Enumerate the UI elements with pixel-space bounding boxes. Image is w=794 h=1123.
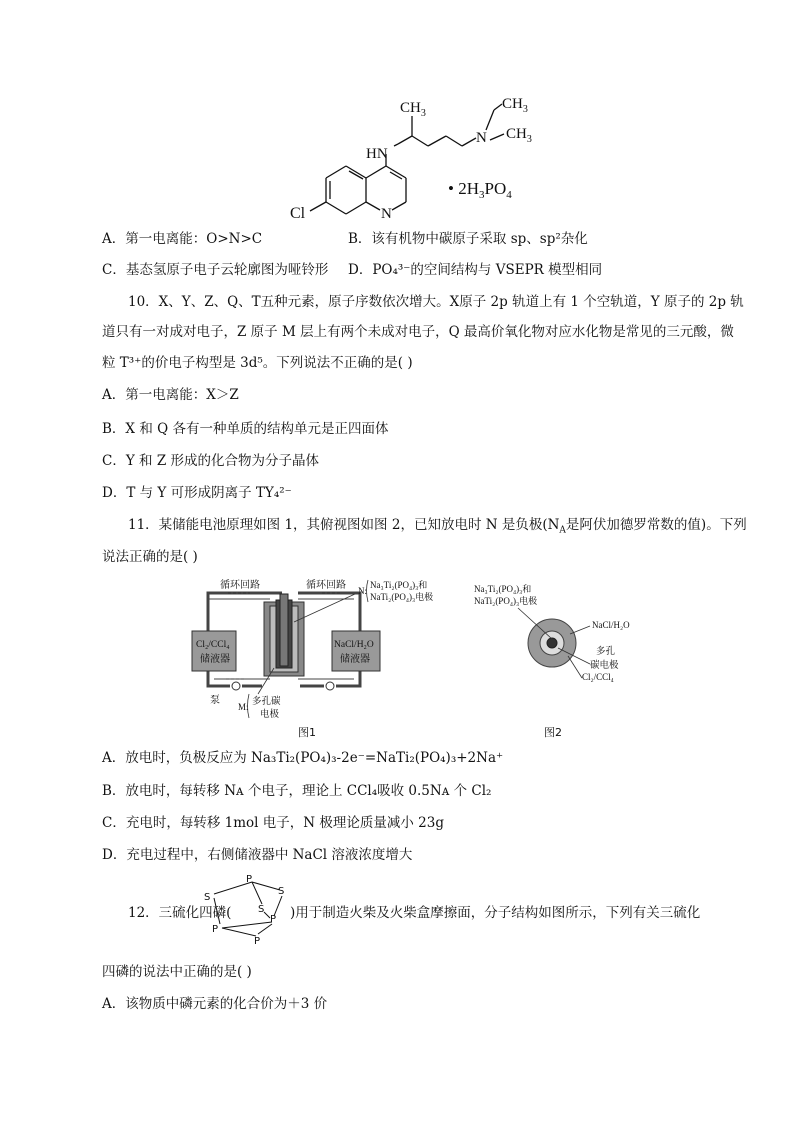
pump-label: 泵 bbox=[210, 695, 220, 706]
p4s3-s2: S bbox=[278, 886, 285, 897]
q11-option-c: C．充电时，每转移 1mol 电子，N 极理论质量减小 23g bbox=[102, 815, 444, 831]
right-tank-label-2: 储液器 bbox=[340, 654, 370, 665]
n-prefix-label: N: bbox=[358, 586, 367, 596]
ethyl-2-label: $CH_3$ bbox=[506, 126, 532, 145]
pump-right-icon bbox=[326, 682, 334, 690]
q10-option-a: A．第一电离能：X＞Z bbox=[102, 387, 239, 403]
fig2-porous-label-2: 碳电极 bbox=[590, 660, 619, 671]
fig2-top-label-2: NaTi₂(PO₄)₃电极 bbox=[474, 596, 538, 606]
figure-2-top-view-diagram bbox=[472, 580, 652, 740]
p4s3-s3: S bbox=[258, 904, 265, 915]
q9-option-d: D．PO₄³⁻的空间结构与 VSEPR 模型相同 bbox=[348, 262, 603, 278]
q10-option-d: D．T 与 Y 可形成阴离子 TY₄²⁻ bbox=[102, 485, 292, 501]
n-electrode-label-2: NaTi₂(PO₄)₃电极 bbox=[370, 592, 434, 602]
ch3-top-label: $CH_3$ bbox=[400, 100, 426, 119]
q10-stem-line-2: 道只有一对成对电子，Z 原子 M 层上有两个未成对电子，Q 最高价氧化物对应水化物是常见的三元酸，微 bbox=[102, 324, 734, 340]
q11-stem-line-1: 11．某储能电池原理如图 1，其俯视图如图 2，已知放电时 N 是负极($N_A$是阿伏加德罗常数的值)。下列 bbox=[128, 517, 747, 536]
fig2-cl2-label: Cl₂/CCl₄ bbox=[582, 672, 614, 682]
p4s3-p4: P bbox=[254, 936, 261, 947]
n-electrode-label-1: Na₃Ti₂(PO₄)₃和 bbox=[370, 580, 428, 590]
q11-option-b: B．放电时，每转移 Nᴀ 个电子，理论上 CCl₄吸收 0.5Nᴀ 个 Cl₂ bbox=[102, 783, 492, 799]
left-tank-label-1: Cl₂/CCl₄ bbox=[196, 640, 230, 650]
p4s3-p2: P bbox=[270, 914, 277, 925]
q9-option-b: B．该有机物中碳原子采取 sp、sp²杂化 bbox=[348, 231, 588, 247]
q12-stem-line-1b: )用于制造火柴及火柴盒摩擦面，分子结构如图所示，下列有关三硫化 bbox=[290, 905, 701, 921]
q10-stem-line-1: 10．X、Y、Z、Q、T五种元素，原子序数依次增大。X原子 2p 轨道上有 1 个空轨道，Y 原子的 2p 轨 bbox=[128, 294, 744, 310]
nh-label: HN bbox=[366, 146, 388, 162]
q11-stem-line-2: 说法正确的是( ) bbox=[102, 549, 198, 565]
p4s3-p1: P bbox=[246, 874, 253, 885]
m-electrode-label-2: 电极 bbox=[260, 709, 280, 720]
pump-left-icon bbox=[232, 682, 240, 690]
phosphate-salt-label: • $2H_3PO_4$ bbox=[448, 179, 512, 201]
chloroquine-phosphate-structure bbox=[280, 90, 560, 230]
fig2-core bbox=[547, 638, 557, 648]
left-tank-label-2: 储液器 bbox=[200, 654, 230, 665]
cl-label: Cl bbox=[290, 205, 306, 222]
q11-option-a: A．放电时，负极反应为 Na₃Ti₂(PO₄)₃-2e⁻=NaTi₂(PO₄)₃+2Na⁺ bbox=[102, 750, 504, 766]
q10-stem-line-3: 粒 T³⁺的价电子构型是 3d⁵。下列说法不正确的是( ) bbox=[102, 355, 413, 371]
amine-n-label: N bbox=[476, 130, 487, 146]
q11-option-d: D．充电过程中，右侧储液器中 NaCl 溶液浓度增大 bbox=[102, 847, 413, 863]
p4s3-s1: S bbox=[204, 892, 211, 903]
fig2-porous-label-1: 多孔 bbox=[596, 646, 616, 657]
q12-stem-line-1a: 12．三硫化四磷( bbox=[128, 905, 232, 921]
figure-2-caption: 图2 bbox=[544, 726, 562, 739]
right-tank-label-1: NaCl/H₂O bbox=[334, 640, 374, 650]
q12-stem-line-2: 四磷的说法中正确的是( ) bbox=[102, 964, 252, 980]
m-prefix-label: M: bbox=[238, 702, 249, 712]
figure-1-caption: 图1 bbox=[298, 726, 316, 738]
p4s3-p3: P bbox=[212, 924, 219, 935]
q10-option-c: C．Y 和 Z 形成的化合物为分子晶体 bbox=[102, 453, 319, 469]
q10-option-b: B．X 和 Q 各有一种单质的结构单元是正四面体 bbox=[102, 421, 389, 437]
q12-option-a: A．该物质中磷元素的化合价为＋3 价 bbox=[102, 996, 328, 1012]
p4s3-molecule-structure bbox=[200, 870, 300, 950]
ethyl-1-label: $CH_3$ bbox=[502, 96, 528, 115]
figure-1-battery-diagram bbox=[190, 576, 490, 738]
loop-left-label: 循环回路 bbox=[220, 580, 260, 591]
fig2-top-label-1: Na₃Ti₂(PO₄)₃和 bbox=[474, 584, 532, 594]
q9-option-c: C．基态氢原子电子云轮廓图为哑铃形 bbox=[102, 262, 329, 278]
loop-right-label: 循环回路 bbox=[306, 580, 346, 591]
ring-n-label: N bbox=[381, 206, 392, 222]
m-electrode-label-1: 多孔碳 bbox=[252, 696, 281, 707]
q9-option-a: A．第一电离能：O>N>C bbox=[102, 231, 263, 247]
fig2-nacl-label: NaCl/H₂O bbox=[592, 620, 630, 630]
